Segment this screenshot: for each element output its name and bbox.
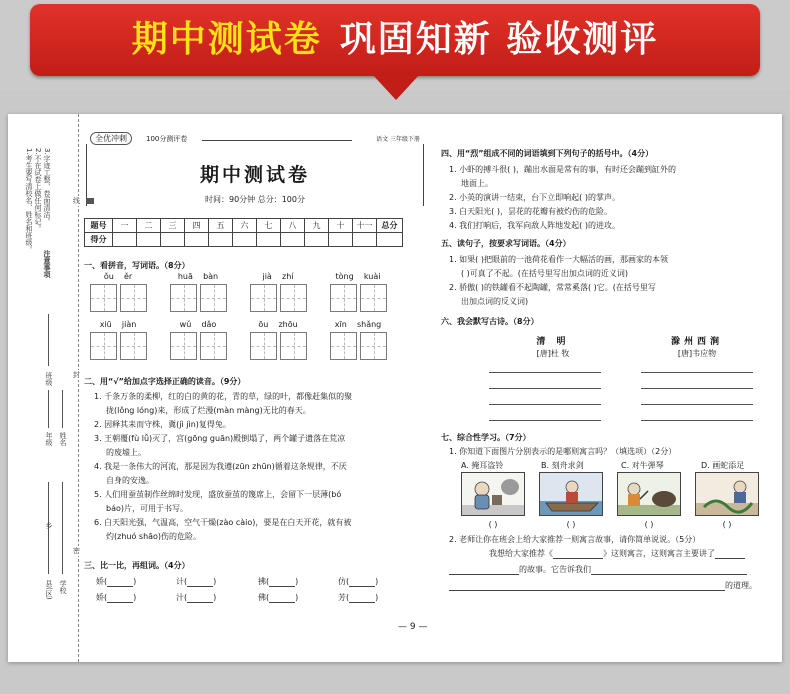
field-grade-label: 年级 — [45, 432, 53, 446]
compare-blank[interactable] — [107, 586, 133, 587]
pinyin-label — [248, 320, 308, 329]
compare-blank[interactable] — [269, 602, 295, 603]
score-col: 二 — [137, 219, 161, 233]
score-col: 六 — [233, 219, 257, 233]
pinyin-syllable: xiū — [99, 320, 112, 329]
snake-feet-illustration — [696, 473, 759, 516]
section3-title: 三、比一比，再组词。（4分） — [84, 561, 190, 570]
poem-write-line[interactable] — [641, 388, 753, 389]
banner-title-white: 巩固知新 验收测评 — [339, 19, 659, 60]
compare-blank[interactable] — [349, 586, 375, 587]
lesson-blank-2[interactable] — [449, 590, 725, 591]
poem-write-line[interactable] — [641, 372, 753, 373]
fable-option: B. 刻舟求剑 — [541, 461, 584, 470]
writing-grid — [330, 284, 387, 312]
writing-grid — [250, 332, 307, 360]
poem-author: [唐]韦应物 — [677, 349, 717, 358]
writing-grid — [90, 284, 147, 312]
score-col: 七 — [257, 219, 281, 233]
writing-cell[interactable] — [280, 284, 307, 312]
pinyin-syllable: ěr — [123, 272, 133, 281]
cut-char-line: 线 — [73, 197, 80, 205]
writing-grid — [90, 332, 147, 360]
section5-line: 出加点词的反义词) — [461, 297, 529, 306]
score-cell[interactable] — [329, 233, 353, 247]
pinyin-syllable: kuài — [363, 272, 381, 281]
fable-option: C. 对牛弹琴 — [621, 461, 664, 470]
fable-summary-blank[interactable] — [715, 558, 745, 559]
score-col: 一 — [113, 219, 137, 233]
section7-q2-line3 — [449, 580, 757, 591]
poem-write-line[interactable] — [641, 404, 753, 405]
score-cell[interactable] — [113, 233, 137, 247]
poem-title: 清 明 — [536, 337, 570, 347]
fable-option: D. 画蛇添足 — [701, 461, 745, 470]
writing-cell[interactable] — [120, 284, 147, 312]
lesson-blank[interactable] — [591, 574, 747, 575]
score-cell[interactable] — [233, 233, 257, 247]
promo-banner — [0, 0, 790, 90]
banner-title-yellow: 期中测试卷 — [131, 19, 322, 60]
section2-line: 2. 因释其耒而守株，冀(jì jìn)复得兔。 — [94, 420, 231, 429]
compare-close: ) — [295, 593, 299, 602]
section5-line: 1. 如果( )把眼前的一池荷花看作一大幅活的画，那画家的本领 — [449, 255, 668, 264]
pinyin-label — [88, 272, 148, 281]
compare-close: ) — [133, 593, 137, 602]
compare-char: 佛( — [258, 593, 270, 602]
poem-write-line[interactable] — [489, 388, 601, 389]
writing-cell[interactable] — [360, 284, 387, 312]
compare-close: ) — [213, 593, 217, 602]
poem-write-line[interactable] — [489, 420, 601, 421]
score-col: 四 — [185, 219, 209, 233]
section5-line: ( )可真了不起。(在括号里写出加点词的近义词) — [461, 269, 629, 278]
page-number: — 9 — — [398, 622, 428, 632]
banner-pointer — [372, 74, 420, 100]
section2-line: 1. 千条万条的柔柳，红的白的黄的花，青的草，绿的叶，都像赶集似的聚 — [94, 392, 353, 401]
score-col: 八 — [281, 219, 305, 233]
compare-char: 拂( — [258, 577, 270, 586]
section4-title: 四、用“烈”组成不同的词语填到下列句子的括号中。（4分） — [441, 149, 654, 158]
score-cell[interactable] — [257, 233, 281, 247]
exam-meta: 时间：90分钟 总分：100分 — [205, 195, 305, 204]
compare-close: ) — [375, 593, 379, 602]
field-school-label: 学校 — [59, 580, 67, 594]
section7-title: 七、综合性学习。（7分） — [441, 433, 531, 442]
writing-grid — [170, 332, 227, 360]
section2-line: 自身的安逸。 — [106, 476, 154, 485]
score-col: 十 — [329, 219, 353, 233]
score-table-header-row — [85, 219, 403, 233]
compare-char: 娇( — [96, 593, 108, 602]
section7-q1: 1. 你知道下面图片分别表示的是哪则寓言吗？（填选项）（2分） — [449, 447, 677, 456]
section4-line: 3. 白天阳光( )，昙花的花瓣有被灼伤的危险。 — [449, 207, 612, 216]
exam-paper — [8, 114, 782, 662]
section6-title: 六、我会默写古诗。（8分） — [441, 317, 539, 326]
section2-line: 灼(zhuó shāo)伤的危险。 — [106, 532, 202, 541]
pinyin-syllable: bàn — [203, 272, 219, 281]
section4-line: 地面上。 — [461, 179, 493, 188]
writing-grid — [250, 284, 307, 312]
score-cell[interactable] — [305, 233, 329, 247]
poem-write-line[interactable] — [641, 420, 753, 421]
q2-text-d: 的道理。 — [725, 581, 757, 590]
section2-line: 拢(lǒng lóng)来，形成了烂漫(màn màng)无比的春天。 — [106, 406, 311, 415]
compare-char: 芳( — [338, 593, 350, 602]
writing-cell[interactable] — [90, 284, 117, 312]
section7-q2: 2. 老师让你在班会上给大家推荐一则寓言故事，请你简单说说。（5分） — [449, 535, 701, 544]
binding-strip — [20, 114, 78, 662]
compare-blank[interactable] — [349, 602, 375, 603]
compare-blank[interactable] — [187, 602, 213, 603]
pinyin-syllable: tòng — [335, 272, 354, 281]
compare-close: ) — [133, 577, 137, 586]
pinyin-syllable: huā — [177, 272, 193, 281]
pinyin-label — [168, 272, 228, 281]
answer-paren[interactable]: ( ) — [644, 520, 654, 529]
field-class-line[interactable] — [48, 314, 49, 366]
fable-picture-bell — [461, 472, 525, 516]
section2-line: 的废墟上。 — [106, 448, 146, 457]
pinyin-syllable: dǎo — [201, 320, 217, 329]
cut-char-seal: 封 — [73, 371, 80, 379]
section2-line: báo)片，可用于书写。 — [106, 504, 188, 513]
field-name-line[interactable] — [62, 390, 63, 428]
section5-title: 五、读句子，按要求写词语。（4分） — [441, 239, 571, 248]
pinyin-syllable: zhōu — [278, 320, 298, 329]
pinyin-syllable: shǎng — [356, 320, 382, 329]
compare-char: 娇( — [96, 577, 108, 586]
score-cell[interactable] — [377, 233, 403, 247]
score-table — [84, 218, 403, 247]
score-cell[interactable] — [209, 233, 233, 247]
field-district-label: 县(区) — [45, 580, 53, 600]
title-marker — [86, 198, 94, 204]
compare-char: 计( — [176, 577, 188, 586]
fable-picture-cow — [617, 472, 681, 516]
writing-cell[interactable] — [330, 332, 357, 360]
score-col: 十一 — [353, 219, 377, 233]
compare-close: ) — [213, 577, 217, 586]
fable-option: A. 掩耳盗铃 — [461, 461, 504, 470]
poem-write-line[interactable] — [489, 372, 601, 373]
pinyin-syllable: jià — [262, 272, 272, 281]
notice-line-3: 3.字迹工整，卷面清洁。 — [43, 148, 51, 225]
compare-close: ) — [375, 577, 379, 586]
poem-write-line[interactable] — [489, 404, 601, 405]
writing-grid — [170, 284, 227, 312]
writing-cell[interactable] — [330, 284, 357, 312]
pinyin-syllable: wǔ — [179, 320, 192, 329]
score-col-total: 总分 — [377, 219, 403, 233]
field-town-label: 乡 — [45, 522, 53, 529]
field-class-label: 班级 — [45, 372, 53, 386]
compare-blank[interactable] — [269, 586, 295, 587]
score-table-score-row — [85, 233, 403, 247]
answer-paren[interactable]: ( ) — [488, 520, 498, 529]
answer-paren[interactable]: ( ) — [722, 520, 732, 529]
writing-cell[interactable] — [90, 332, 117, 360]
writing-cell[interactable] — [250, 284, 277, 312]
score-col: 九 — [305, 219, 329, 233]
header-rule — [202, 140, 352, 141]
right-column — [441, 114, 776, 662]
section4-line: 1. 小虾的搏斗很( )，蹦出水面是常有的事，有时还会蹦到缸外的 — [449, 165, 676, 174]
writing-grid — [330, 332, 387, 360]
section2-line: 5. 人们用蚕茧制作丝绵时发现，盛放蚕茧的篾席上，会留下一层薄(bó — [94, 490, 342, 499]
field-school-line[interactable] — [62, 482, 63, 574]
boat-sword-illustration — [540, 473, 603, 516]
pinyin-label — [248, 272, 308, 281]
compare-char: 仿( — [338, 577, 350, 586]
poem-author: [唐]杜 牧 — [536, 349, 570, 358]
section7-q2-line1 — [489, 548, 745, 559]
compare-close: ) — [295, 577, 299, 586]
writing-cell[interactable] — [250, 332, 277, 360]
writing-cell[interactable] — [170, 284, 197, 312]
writing-cell[interactable] — [200, 284, 227, 312]
writing-cell[interactable] — [170, 332, 197, 360]
notice-label: 注意事项 — [43, 250, 51, 278]
writing-cell[interactable] — [280, 332, 307, 360]
banner-headline — [30, 4, 760, 76]
writing-cell[interactable] — [200, 332, 227, 360]
series-subtitle: 100分测评卷 — [146, 135, 188, 143]
left-column — [84, 114, 428, 662]
score-cell[interactable] — [281, 233, 305, 247]
section2-title: 二、用“√”给加点字选择正确的读音。（9分） — [84, 377, 246, 386]
writing-cell[interactable] — [360, 332, 387, 360]
fable-name-blank[interactable] — [553, 558, 603, 559]
poem-title: 滁州西涧 — [670, 337, 723, 347]
notice-line-2: 2.不在试卷上做任何标记。 — [34, 148, 42, 232]
score-cell[interactable] — [185, 233, 209, 247]
section4-line: 2. 小英的演讲一结束，台下立即响起( )的掌声。 — [449, 193, 620, 202]
q2-text-c: 的故事。它告诉我们 — [519, 565, 591, 574]
pinyin-label — [168, 320, 228, 329]
cut-char-secret: 密 — [73, 547, 80, 555]
score-row-label: 题号 — [85, 219, 113, 233]
score-row-label: 得分 — [85, 233, 113, 247]
story-blank[interactable] — [449, 574, 519, 575]
fable-picture-snake — [695, 472, 759, 516]
pinyin-label — [328, 272, 388, 281]
pinyin-syllable: ōu — [258, 320, 269, 329]
section7-q2-line2 — [449, 564, 747, 575]
exam-title: 期中测试卷 — [199, 164, 310, 186]
writing-cell[interactable] — [120, 332, 147, 360]
score-cell[interactable] — [161, 233, 185, 247]
score-col: 五 — [209, 219, 233, 233]
compare-blank[interactable] — [187, 586, 213, 587]
field-grade-line[interactable] — [48, 390, 49, 428]
q2-text-b: 》这则寓言，这则寓言主要讲了 — [603, 549, 715, 558]
fable-picture-boat — [539, 472, 603, 516]
pinyin-syllable: jiàn — [121, 320, 137, 329]
section5-line: 2. 骄傲( )的铁罐看不起陶罐，常常奚落( )它。(在括号里写 — [449, 283, 656, 292]
answer-paren[interactable]: ( ) — [566, 520, 576, 529]
score-cell[interactable] — [353, 233, 377, 247]
q2-text-a: 我想给大家推荐《 — [489, 549, 553, 558]
score-cell[interactable] — [137, 233, 161, 247]
section2-line: 4. 我是一条伟大的河流，那是因为我遵(zūn zhūn)循着这条规律，不厌 — [94, 462, 347, 471]
bell-thief-illustration — [462, 473, 525, 516]
pinyin-syllable: xīn — [334, 320, 347, 329]
pinyin-label — [88, 320, 148, 329]
compare-blank[interactable] — [107, 602, 133, 603]
section2-line: 6. 白天阳光强，气温高，空气干燥(zào càio)，要是在白天开花，就有被 — [94, 518, 352, 527]
pinyin-syllable: ǒu — [103, 272, 114, 281]
section2-line: 3. 王朝覆(fù lǚ)灭了，宫(gōng guān)殿倒塌了，两个罐子遗落在荒凉 — [94, 434, 346, 443]
section4-line: 4. 我们打响后，我军向敌人阵地发起( )的进攻。 — [449, 221, 620, 230]
pinyin-label — [328, 320, 388, 329]
cow-lute-illustration — [618, 473, 681, 516]
compare-char: 汁( — [176, 593, 188, 602]
subject-label: 语文 三年级下册 — [376, 136, 420, 143]
score-col: 三 — [161, 219, 185, 233]
notice-line-1: 1.考生要写清校名、姓名和班级。 — [25, 148, 33, 253]
section1-title: 一、看拼音，写词语。（8分） — [84, 261, 190, 270]
field-name-label: 姓名 — [59, 432, 67, 446]
series-badge: 全优冲刺 — [90, 132, 132, 145]
pinyin-syllable: zhí — [282, 272, 294, 281]
